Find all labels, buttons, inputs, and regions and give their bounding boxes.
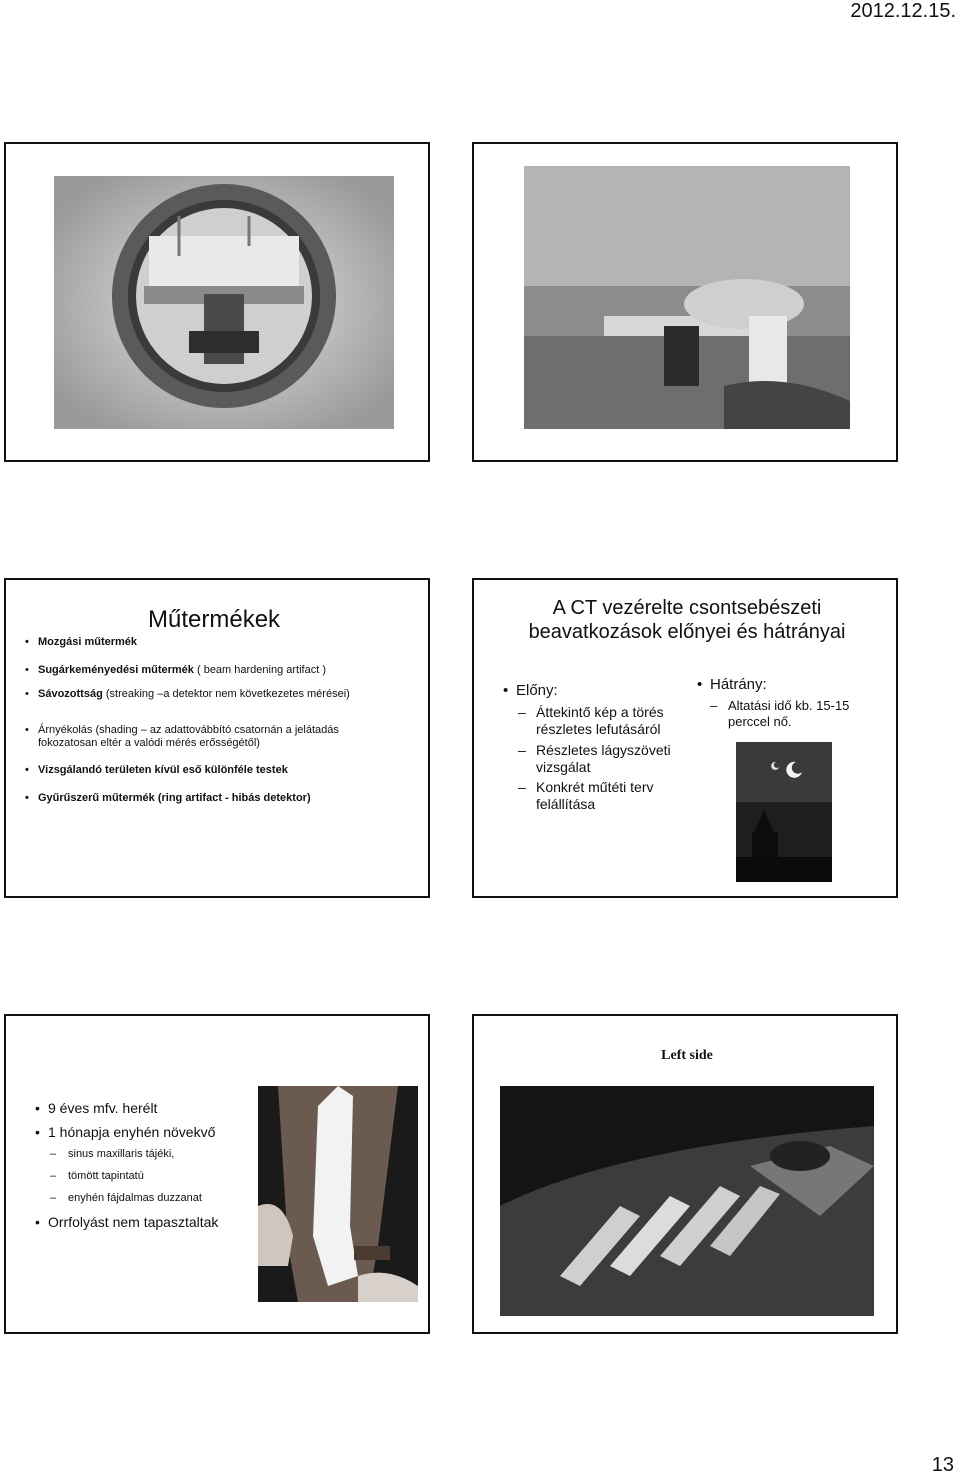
slide-xray bbox=[472, 1014, 898, 1334]
list-item: • Gyűrűszerű műtermék (ring artifact - hibás detektor) bbox=[38, 792, 418, 805]
hatrany-heading: • Hátrány: bbox=[710, 676, 767, 693]
elony-heading: • Előny: bbox=[516, 682, 558, 699]
list-item: • Vizsgálandó területen kívül eső különféle testek bbox=[38, 764, 418, 777]
xray-photo bbox=[500, 1086, 874, 1316]
ct-gantry-photo bbox=[54, 176, 394, 429]
list-item: • Árnyékolás (shading – az adattovábbító csatornán a jelátadás fokozatosan eltér a valódi mérés erősségétől) bbox=[38, 724, 378, 750]
elony-item: – Részletes lágyszöveti vizsgálat bbox=[536, 742, 676, 776]
page-number: 13 bbox=[931, 1454, 954, 1476]
case-bullet: • 1 hónapja enyhén növekvő bbox=[48, 1124, 215, 1140]
slide-title: Műtermékek bbox=[148, 606, 281, 633]
elony-item: – Áttekintő kép a törés részletes lefutásáról bbox=[536, 704, 676, 738]
operating-room-photo bbox=[524, 166, 850, 429]
case-bullet: • Orrfolyást nem tapasztaltak bbox=[48, 1214, 218, 1230]
list-item: • Sávozottság (streaking –a detektor nem következetes mérései) bbox=[38, 688, 418, 701]
elony-item: – Konkrét műtéti terv felállítása bbox=[536, 779, 666, 813]
case-sub-item: – enyhén fájdalmas duzzanat bbox=[68, 1192, 202, 1204]
slide-case bbox=[4, 1014, 430, 1334]
list-item: • Mozgási műtermék bbox=[38, 636, 137, 649]
case-bullet: • 9 éves mfv. herélt bbox=[48, 1100, 157, 1116]
slide-operating-room bbox=[472, 142, 898, 462]
horse-head-photo bbox=[258, 1086, 418, 1302]
slide-artifacts bbox=[4, 578, 430, 898]
page-date: 2012.12.15. bbox=[850, 0, 956, 22]
slide-ct-gantry bbox=[4, 142, 430, 462]
xray-label: Left side bbox=[661, 1048, 713, 1063]
night-church-photo bbox=[736, 742, 832, 882]
list-item: • Sugárkeményedési műtermék ( beam hardening artifact ) bbox=[38, 664, 418, 677]
slide-ct-surgery bbox=[472, 578, 898, 898]
case-sub-item: – sinus maxillaris tájéki, bbox=[68, 1148, 174, 1160]
hatrany-item: – Altatási idő kb. 15-15 perccel nő. bbox=[728, 698, 858, 730]
slide-title: A CT vezérelte csontsebészeti beavatkozások előnyei és hátrányai bbox=[528, 597, 846, 643]
case-sub-item: – tömött tapintatú bbox=[68, 1170, 144, 1182]
